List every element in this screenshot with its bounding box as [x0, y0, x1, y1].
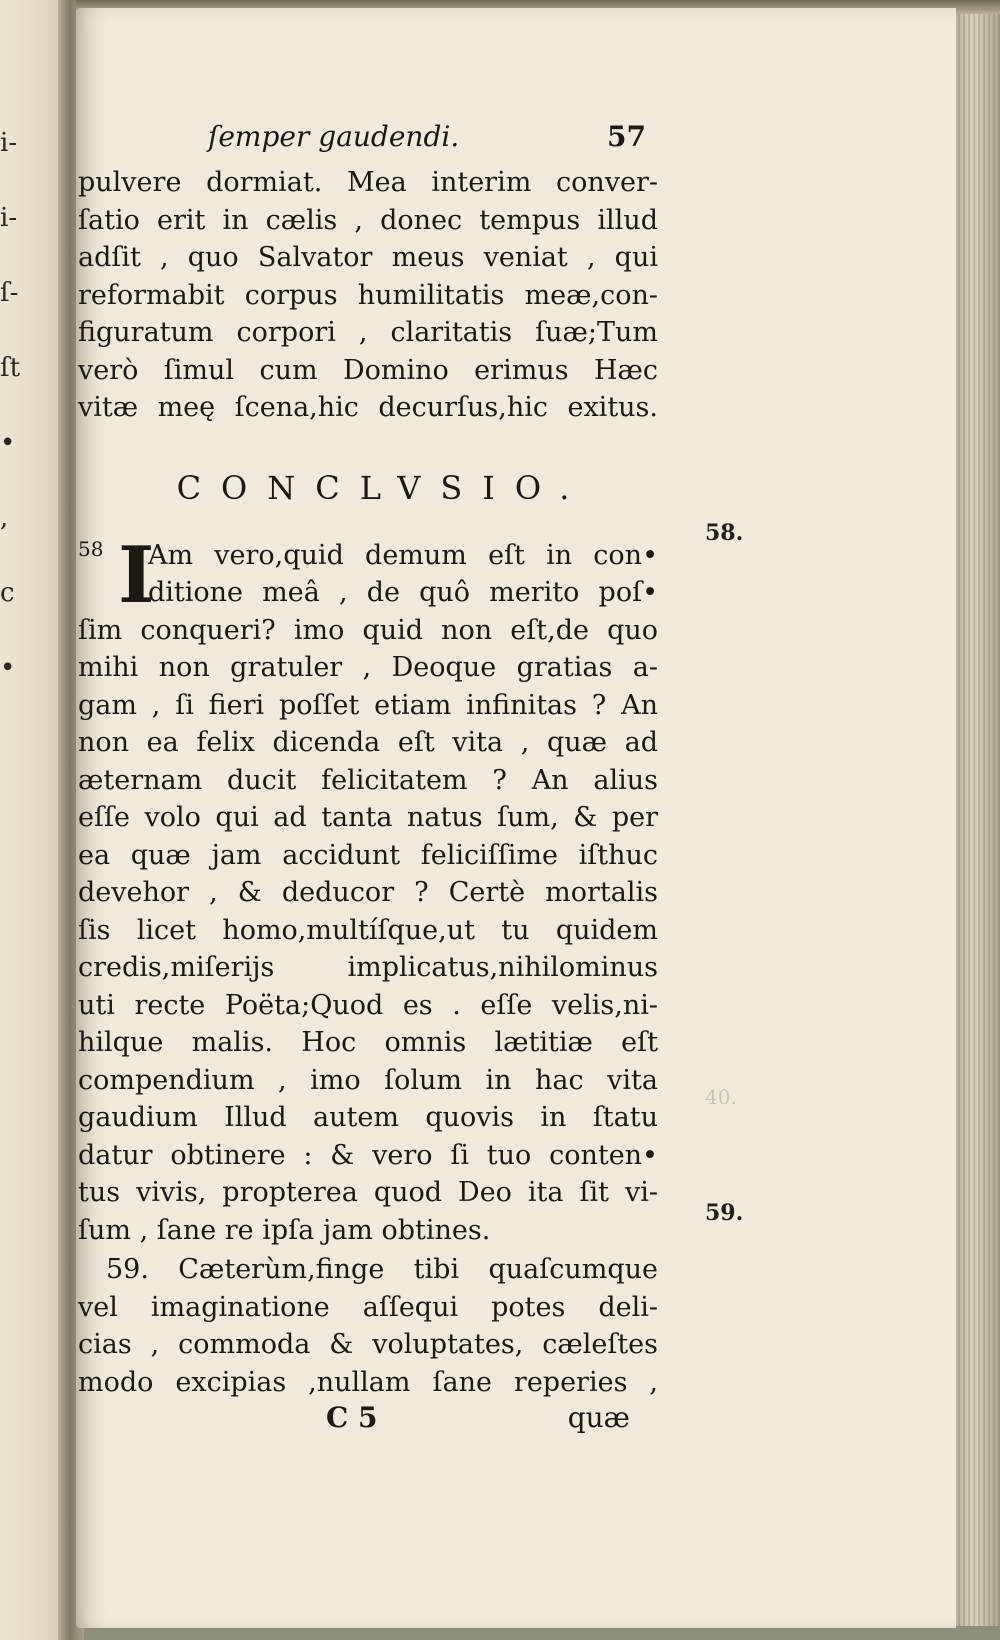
text-line: vel imaginatione aſſequi potes deli-	[78, 1291, 658, 1323]
text-line: mihi non gratuler , Deoque gratias a-	[78, 652, 658, 683]
left-letter: •	[0, 653, 16, 683]
margin-number-59: 59.	[705, 1200, 744, 1226]
running-head	[78, 120, 658, 164]
paragraph-number: 58	[78, 536, 104, 561]
text-line: credis,miſerijs implicatus,nihilominus	[78, 952, 658, 983]
section-heading: CONCLVSIO.	[176, 468, 590, 507]
text-line: datur obtinere : & vero ſi tuo conten•	[78, 1139, 658, 1171]
left-letter: i-	[0, 128, 18, 158]
left-letter: i-	[0, 203, 18, 233]
text-line: modo excipias ,nullam ſane reperies ,	[78, 1366, 658, 1398]
text-line: hilque malis. Hoc omnis lætitiæ eſt	[78, 1027, 658, 1058]
signature-line	[78, 1401, 658, 1441]
left-letter: ,	[0, 503, 9, 533]
text-line: ſum , ſane re ipſa jam obtines.	[78, 1214, 491, 1246]
text-line: devehor , & deducor ? Certè mortalis	[78, 877, 658, 908]
text-line: figuratum corpori , claritatis ſuæ;Tum	[78, 317, 658, 348]
paragraph-top	[78, 164, 658, 427]
text-line: uti recte Poëta;Quod es . eſſe velis,ni-	[78, 989, 658, 1021]
left-letter: c	[0, 578, 15, 608]
left-letter: •	[0, 428, 16, 458]
running-head-title: ſemper gaudendi.	[208, 120, 460, 153]
text-line: ditione meâ , de quô merito poſ•	[148, 577, 658, 608]
text-line: non ea felix dicenda eſt vita , quæ ad	[78, 727, 658, 758]
text-line: ſatio erit in cælis , donec tempus illud	[78, 204, 658, 236]
left-page-letters	[0, 130, 20, 681]
left-letter: ſt	[0, 353, 21, 383]
text-line: gam , ſi fieri poſſet etiam infinitas ? An	[78, 689, 658, 721]
text-line: compendium , imo ſolum in hac vita	[78, 1064, 658, 1096]
text-line: reformabit corpus humilitatis meæ,con-	[78, 279, 658, 311]
signature-mark: C 5	[326, 1401, 378, 1434]
drop-cap: I	[118, 529, 155, 621]
text-line: gaudium Illud autem quovis in ſtatu	[78, 1102, 658, 1133]
margin-number-58: 58.	[705, 520, 744, 546]
text-line: cias , commoda & voluptates, cæleſtes	[78, 1329, 658, 1360]
text-line: Am vero,quid demum eſt in con•	[148, 539, 658, 571]
show-through-mark: 40.	[705, 1085, 737, 1109]
text-line: vitæ meę ſcena,hic decurſus,hic exitus.	[78, 392, 658, 423]
page-edges	[956, 14, 1000, 1626]
text-line: ſis licet homo,multíſque,ut tu quidem	[78, 914, 658, 946]
text-line: eſſe volo qui ad tanta natus ſum, & per	[78, 802, 658, 833]
text-line: pulvere dormiat. Mea interim conver-	[78, 167, 658, 198]
paragraph-58	[78, 529, 658, 1250]
text-line: æternam ducit felicitatem ? An alius	[78, 764, 658, 796]
left-letter: ſ-	[0, 278, 19, 308]
page-number: 57	[607, 120, 646, 153]
text-line: ea quæ jam accidunt feliciſſime iſthuc	[78, 839, 658, 871]
text-line: tus vivis, propterea quod Deo ita ſit vi-	[78, 1177, 658, 1208]
text-line: 59. Cæterùm,finge tibi quaſcumque	[106, 1254, 658, 1285]
text-line: ſim conqueri? imo quid non eſt,de quo	[78, 614, 658, 646]
paragraph-59	[78, 1251, 658, 1401]
page-text	[78, 120, 658, 1441]
catchword: quæ	[567, 1401, 630, 1434]
text-line: verò ſimul cum Domino erimus Hæc	[78, 354, 658, 386]
text-line: adſit , quo Salvator meus veniat , qui	[78, 242, 658, 273]
